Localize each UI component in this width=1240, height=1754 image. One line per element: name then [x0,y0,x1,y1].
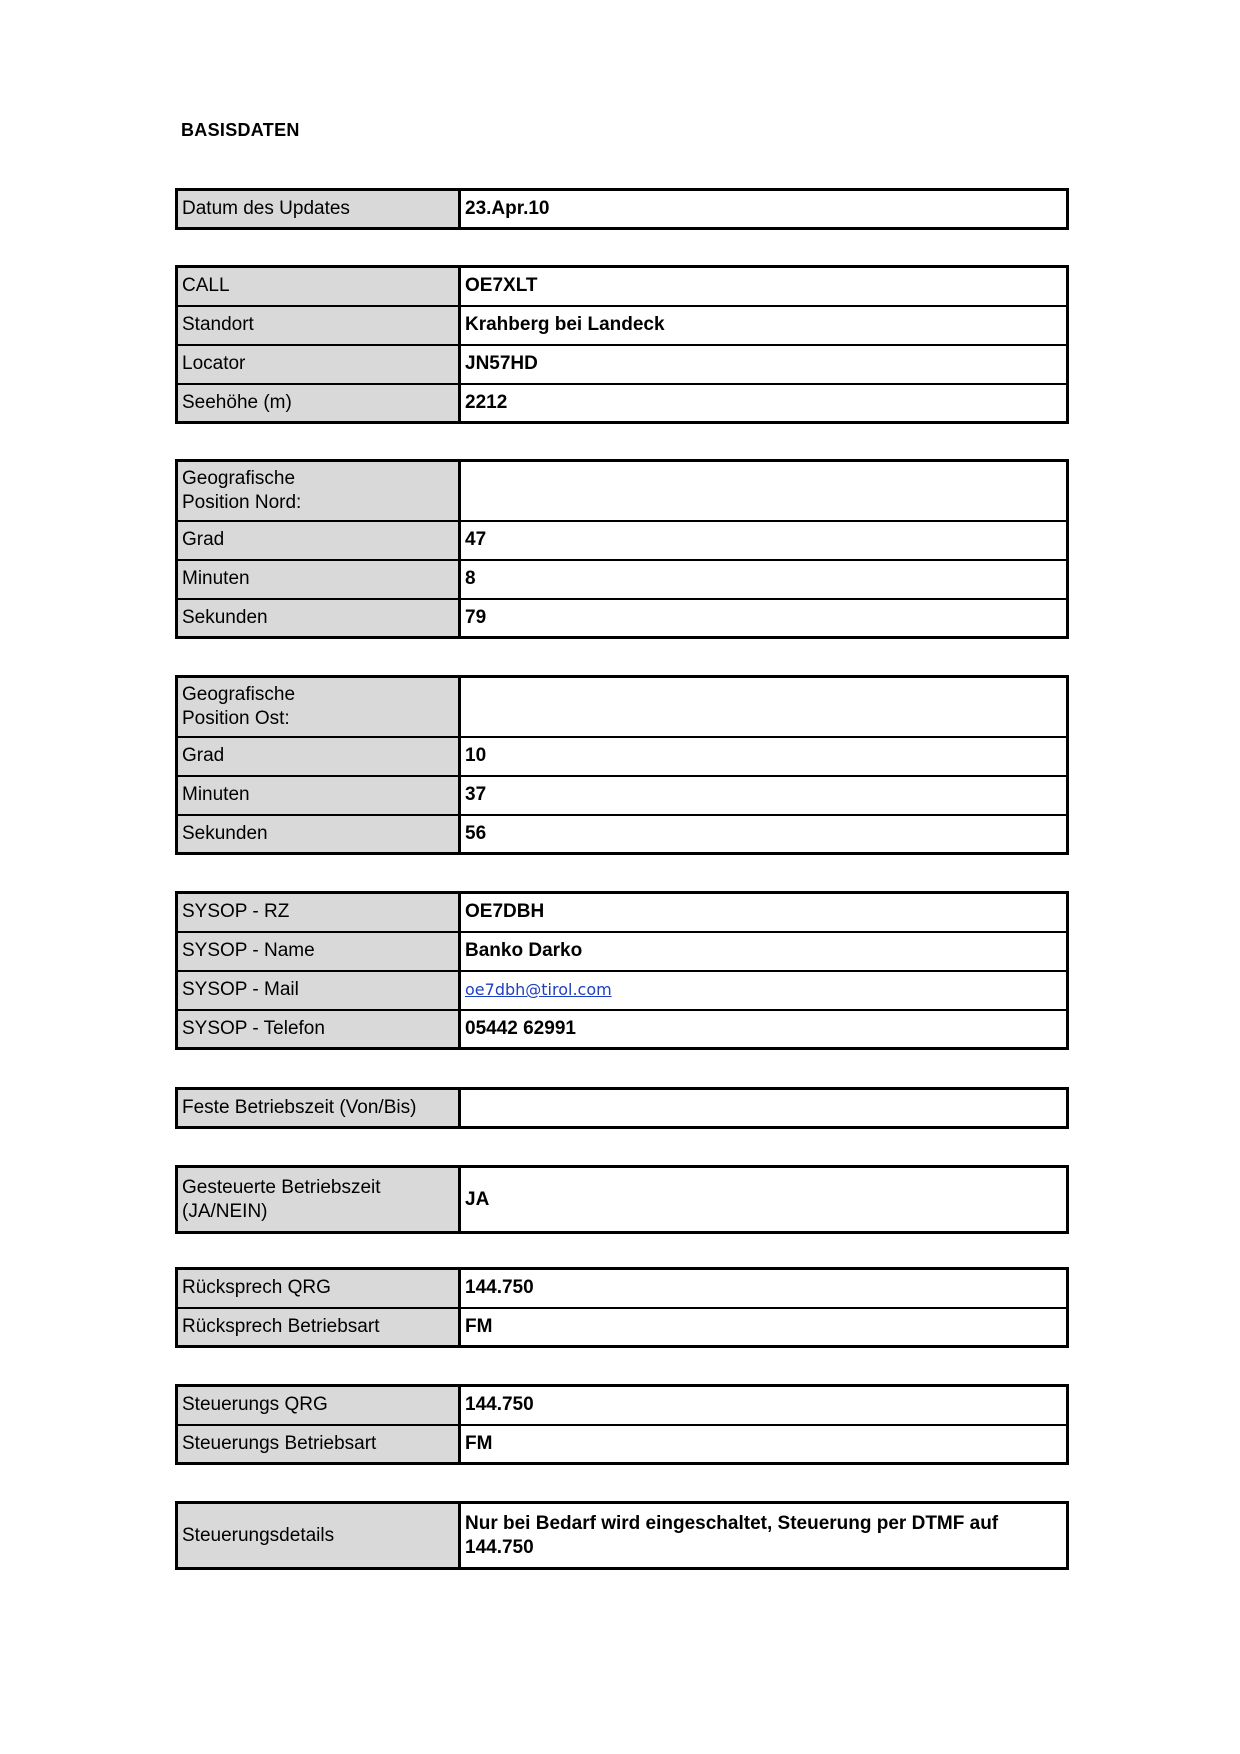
nord-minuten-label: Minuten [177,560,460,599]
sysop-rz-value: OE7DBH [460,893,1068,932]
table-row [177,932,1068,971]
table-row [177,190,1068,229]
sysop-telefon-value: 05442 62991 [460,1010,1068,1049]
heading-line: Geografische [182,683,296,705]
gesteuerte-betriebszeit-table [175,1165,1069,1234]
ost-minuten-value: 37 [460,776,1068,815]
sysop-name-label: SYSOP - Name [177,932,460,971]
locator-label: Locator [177,345,460,384]
table-row [177,776,1068,815]
table-row [177,599,1068,638]
table-row [177,461,1068,521]
table-row [177,1386,1068,1425]
table-row [177,1425,1068,1464]
steuer-qrg-label: Steuerungs QRG [177,1386,460,1425]
position-ost-heading [177,677,460,737]
heading-line: Position Nord: [182,491,302,513]
steuer-betriebsart-label: Steuerungs Betriebsart [177,1425,460,1464]
table-row [177,521,1068,560]
ruecksprech-table [175,1267,1069,1348]
feste-betriebszeit-table [175,1087,1069,1129]
ost-sekunden-label: Sekunden [177,815,460,854]
details-value [460,1503,1068,1569]
rueck-qrg-value: 144.750 [460,1269,1068,1308]
table-row [177,560,1068,599]
steuer-betriebsart-value: FM [460,1425,1068,1464]
table-row [177,1269,1068,1308]
ost-sekunden-value: 56 [460,815,1068,854]
update-label: Datum des Updates [177,190,460,229]
sysop-name-value: Banko Darko [460,932,1068,971]
gesteuert-label [177,1167,460,1233]
empty-cell [460,677,1068,737]
heading-line: Position Ost: [182,707,290,729]
rueck-betriebsart-value: FM [460,1308,1068,1347]
heading-line: Geografische [182,467,296,489]
steuerung-table [175,1384,1069,1465]
seehoehe-value: 2212 [460,384,1068,423]
ost-grad-label: Grad [177,737,460,776]
sysop-mail-cell [460,971,1068,1010]
feste-label: Feste Betriebszeit (Von/Bis) [177,1089,460,1128]
sysop-rz-label: SYSOP - RZ [177,893,460,932]
position-nord-table [175,459,1069,639]
update-table [175,188,1069,230]
standort-value: Krahberg bei Landeck [460,306,1068,345]
table-row [177,267,1068,306]
table-row [177,737,1068,776]
nord-grad-label: Grad [177,521,460,560]
seehoehe-label: Seehöhe (m) [177,384,460,423]
table-row [177,1503,1068,1569]
rueck-betriebsart-label: Rücksprech Betriebsart [177,1308,460,1347]
sysop-telefon-label: SYSOP - Telefon [177,1010,460,1049]
call-value: OE7XLT [460,267,1068,306]
details-line: Nur bei Bedarf wird eingeschaltet, Steuerung per DTMF auf [465,1512,999,1534]
sysop-table [175,891,1069,1050]
rueck-qrg-label: Rücksprech QRG [177,1269,460,1308]
position-ost-table [175,675,1069,855]
table-row [177,1167,1068,1233]
table-row [177,1308,1068,1347]
ost-grad-value: 10 [460,737,1068,776]
standort-label: Standort [177,306,460,345]
steuer-qrg-value: 144.750 [460,1386,1068,1425]
ost-minuten-label: Minuten [177,776,460,815]
table-row [177,1010,1068,1049]
details-label: Steuerungsdetails [177,1503,460,1569]
label-line: (JA/NEIN) [182,1200,268,1222]
sysop-mail-link[interactable]: oe7dbh@tirol.com [465,980,612,999]
table-row [177,893,1068,932]
nord-minuten-value: 8 [460,560,1068,599]
steuerungsdetails-table [175,1501,1069,1570]
table-row [177,815,1068,854]
nord-sekunden-label: Sekunden [177,599,460,638]
nord-grad-value: 47 [460,521,1068,560]
details-line: 144.750 [465,1536,534,1558]
call-label: CALL [177,267,460,306]
table-row [177,345,1068,384]
update-value: 23.Apr.10 [460,190,1068,229]
table-row [177,384,1068,423]
sysop-mail-label: SYSOP - Mail [177,971,460,1010]
label-line: Gesteuerte Betriebszeit [182,1176,381,1198]
table-row [177,1089,1068,1128]
nord-sekunden-value: 79 [460,599,1068,638]
locator-value: JN57HD [460,345,1068,384]
empty-cell [460,461,1068,521]
table-row [177,306,1068,345]
position-nord-heading [177,461,460,521]
table-row [177,971,1068,1010]
station-table [175,265,1069,424]
gesteuert-value: JA [460,1167,1068,1233]
page-title: BASISDATEN [181,120,300,140]
feste-value [460,1089,1068,1128]
table-row [177,677,1068,737]
